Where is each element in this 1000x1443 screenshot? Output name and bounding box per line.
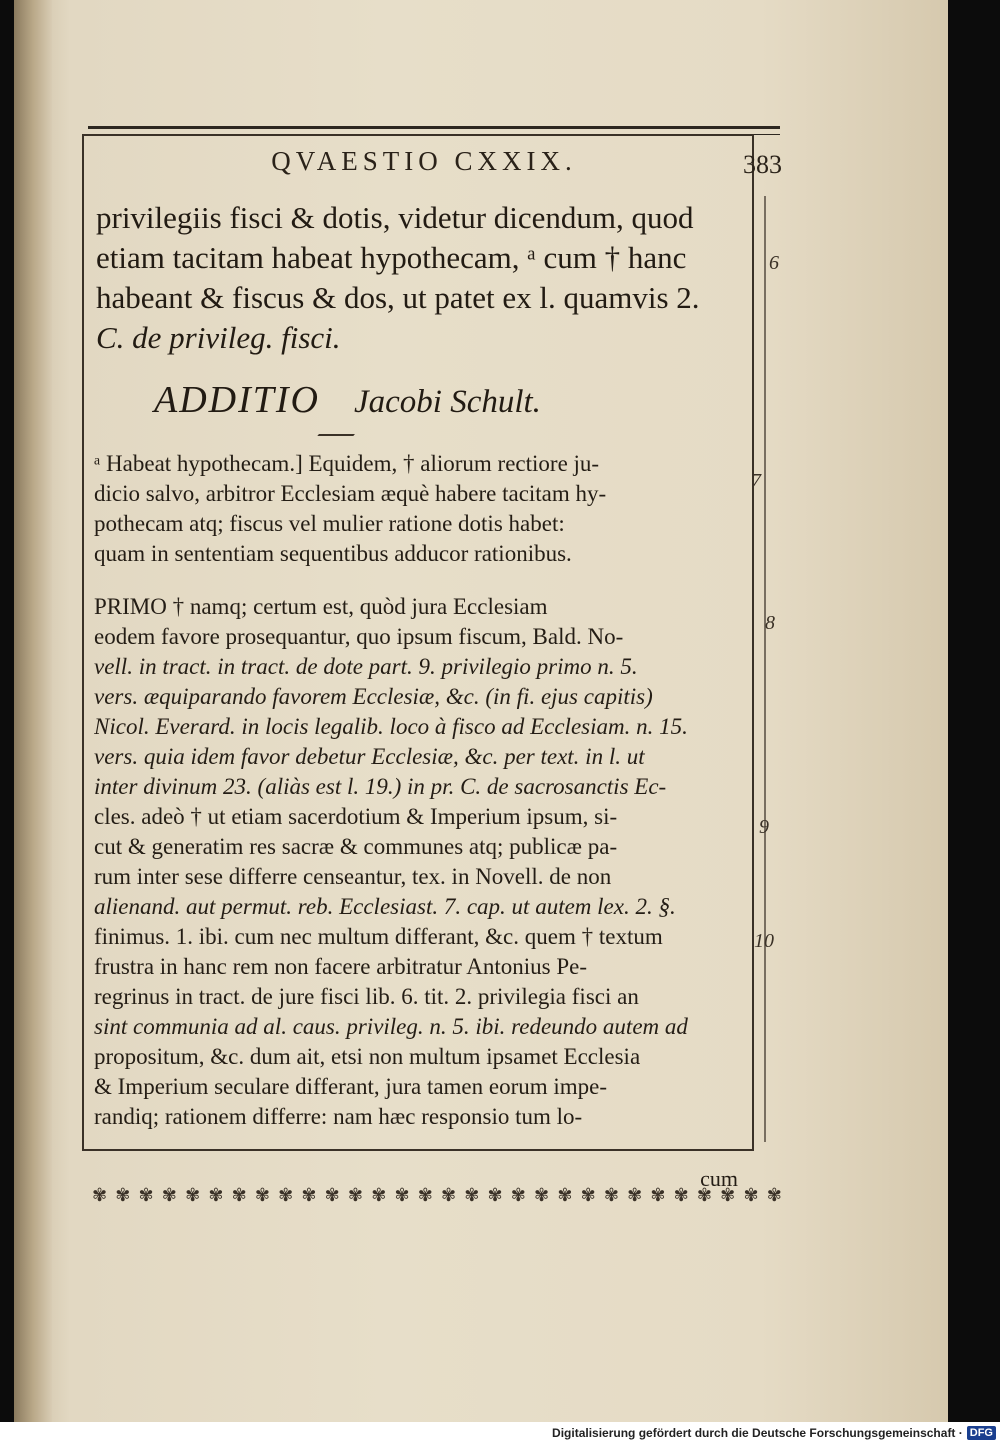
opening-line: privilegiis fisci & dotis, videtur dicendum, quod xyxy=(96,200,694,235)
footer-bar xyxy=(0,1422,1000,1443)
ornament-flower-icon: ✾ xyxy=(696,1185,712,1206)
ornament-flower-icon: ✾ xyxy=(766,1185,782,1206)
text-line: vers. quia idem favor debetur Ecclesiæ, &c. per text. in l. ut xyxy=(94,744,645,769)
ornament-flower-icon: ✾ xyxy=(510,1185,526,1206)
text-line: randiq; rationem differre: nam hæc responsio tum lo- xyxy=(94,1104,583,1129)
margin-number: 9 xyxy=(759,816,769,838)
ornament-flower-icon: ✾ xyxy=(394,1185,410,1206)
margin-rule xyxy=(764,196,766,1142)
ornament-flower-icon: ✾ xyxy=(743,1185,759,1206)
margin-number: 7 xyxy=(751,470,761,492)
margin-number: 6 xyxy=(769,252,779,274)
ornament-flower-icon: ✾ xyxy=(347,1185,364,1206)
footer-credit: Digitalisierung gefördert durch die Deutsche Forschungsgemeinschaft · xyxy=(552,1425,963,1440)
text-line: frustra in hanc rem non facere arbitratur Antonius Pe- xyxy=(94,954,588,979)
addition-heading xyxy=(154,378,694,422)
ornament-flower-icon: ✾ xyxy=(301,1185,317,1206)
text-line: cut & generatim res sacræ & communes atq; publicæ pa- xyxy=(94,834,618,859)
ornament-band xyxy=(92,1181,782,1211)
dfg-logo-icon: DFG xyxy=(967,1426,996,1440)
text-line: finimus. 1. ibi. cum nec multum differant, &c. quem † textum xyxy=(94,924,663,949)
text-line: & Imperium seculare differant, jura tamen eorum impe- xyxy=(94,1074,608,1099)
opening-line: C. de privileg. fisci. xyxy=(96,320,341,355)
text-line: rum inter sese differre censeantur, tex. in Novell. de non xyxy=(94,864,612,889)
opening-line: habeant & fiscus & dos, ut patet ex l. quamvis 2. xyxy=(96,280,700,315)
text-line: Nicol. Everard. in locis legalib. loco à fisco ad Ecclesiam. n. 15. xyxy=(94,714,688,739)
text-line: pothecam atq; fiscus vel mulier ratione dotis habet: xyxy=(94,511,565,536)
ornament-flower-icon: ✾ xyxy=(161,1185,177,1206)
ornament-flower-icon: ✾ xyxy=(464,1185,480,1206)
page-number: 383 xyxy=(743,150,782,179)
page-gutter-shadow xyxy=(14,0,52,1422)
ornament-flower-icon: ✾ xyxy=(324,1185,340,1206)
ornament-flower-icon: ✾ xyxy=(534,1185,550,1206)
ornament-flower-icon: ✾ xyxy=(231,1185,247,1206)
ornament-flower-icon: ✾ xyxy=(580,1185,596,1206)
ornament-flower-icon: ✾ xyxy=(673,1185,689,1206)
ornament-flower-icon: ✾ xyxy=(627,1185,643,1206)
text-line: inter divinum 23. (aliàs est l. 19.) in pr. C. de sacrosanctis Ec- xyxy=(94,774,667,799)
catchword: cum xyxy=(700,1166,738,1191)
opening-line: etiam tacitam habeat hypothecam, ᵃ cum † hanc xyxy=(96,240,687,275)
text-line: vers. æquiparando favorem Ecclesiæ, &c. (in fi. ejus capitis) xyxy=(94,684,653,709)
ornament-flower-icon: ✾ xyxy=(720,1185,736,1206)
text-line: quam in sententiam sequentibus adducor rationibus. xyxy=(94,541,572,566)
addition-heading-author: Jacobi Schult. xyxy=(353,384,541,420)
running-head: QVAESTIO CXXIX. xyxy=(271,146,577,176)
ornament-flower-icon: ✾ xyxy=(115,1185,131,1206)
ornament-flower-icon: ✾ xyxy=(185,1185,201,1206)
text-line: propositum, &c. dum ait, etsi non multum ipsamet Ecclesia xyxy=(94,1044,641,1069)
text-line: regrinus in tract. de jure fisci lib. 6. tit. 2. privilegia fisci an xyxy=(94,984,639,1009)
ornament-flower-icon: ✾ xyxy=(487,1185,503,1206)
book-page xyxy=(14,0,948,1422)
margin-number: 8 xyxy=(765,612,775,634)
text-line: PRIMO † namq; certum est, quòd jura Ecclesiam xyxy=(94,594,548,619)
margin-number: 10 xyxy=(754,930,774,952)
ornament-flower-icon: ✾ xyxy=(650,1185,666,1206)
text-line: dicio salvo, arbitror Ecclesiam æquè habere tacitam hy- xyxy=(94,481,607,506)
ornament-flower-icon: ✾ xyxy=(208,1185,224,1206)
text-line: ᵃ Habeat hypothecam.] Equidem, † aliorum rectiore ju- xyxy=(94,451,600,476)
ornament-flower-icon: ✾ xyxy=(440,1185,457,1206)
ornament-flower-icon: ✾ xyxy=(603,1185,619,1206)
ornament-flower-icon: ✾ xyxy=(254,1185,270,1206)
text-line: eodem favore prosequantur, quo ipsum fiscum, Bald. No- xyxy=(94,624,624,649)
ornament-flower-icon: ✾ xyxy=(92,1185,108,1206)
text-line: sint communia ad al. caus. privileg. n. 5. ibi. redeundo autem ad xyxy=(94,1014,688,1039)
text-line: alienand. aut permut. reb. Ecclesiast. 7. cap. ut autem lex. 2. §. xyxy=(94,894,676,919)
ornament-flower-icon: ✾ xyxy=(138,1185,154,1206)
addition-heading-label: ADDITIO xyxy=(154,379,320,421)
text-line: vell. in tract. in tract. de dote part. 9. privilegio primo n. 5. xyxy=(94,654,638,679)
ornament-flower-icon: ✾ xyxy=(278,1185,294,1206)
ornament-flower-icon: ✾ xyxy=(557,1185,573,1206)
text-line: cles. adeò † ut etiam sacerdotium & Imperium ipsum, si- xyxy=(94,804,618,829)
ornament-flower-icon: ✾ xyxy=(371,1185,387,1206)
ornament-flower-icon: ✾ xyxy=(417,1185,433,1206)
